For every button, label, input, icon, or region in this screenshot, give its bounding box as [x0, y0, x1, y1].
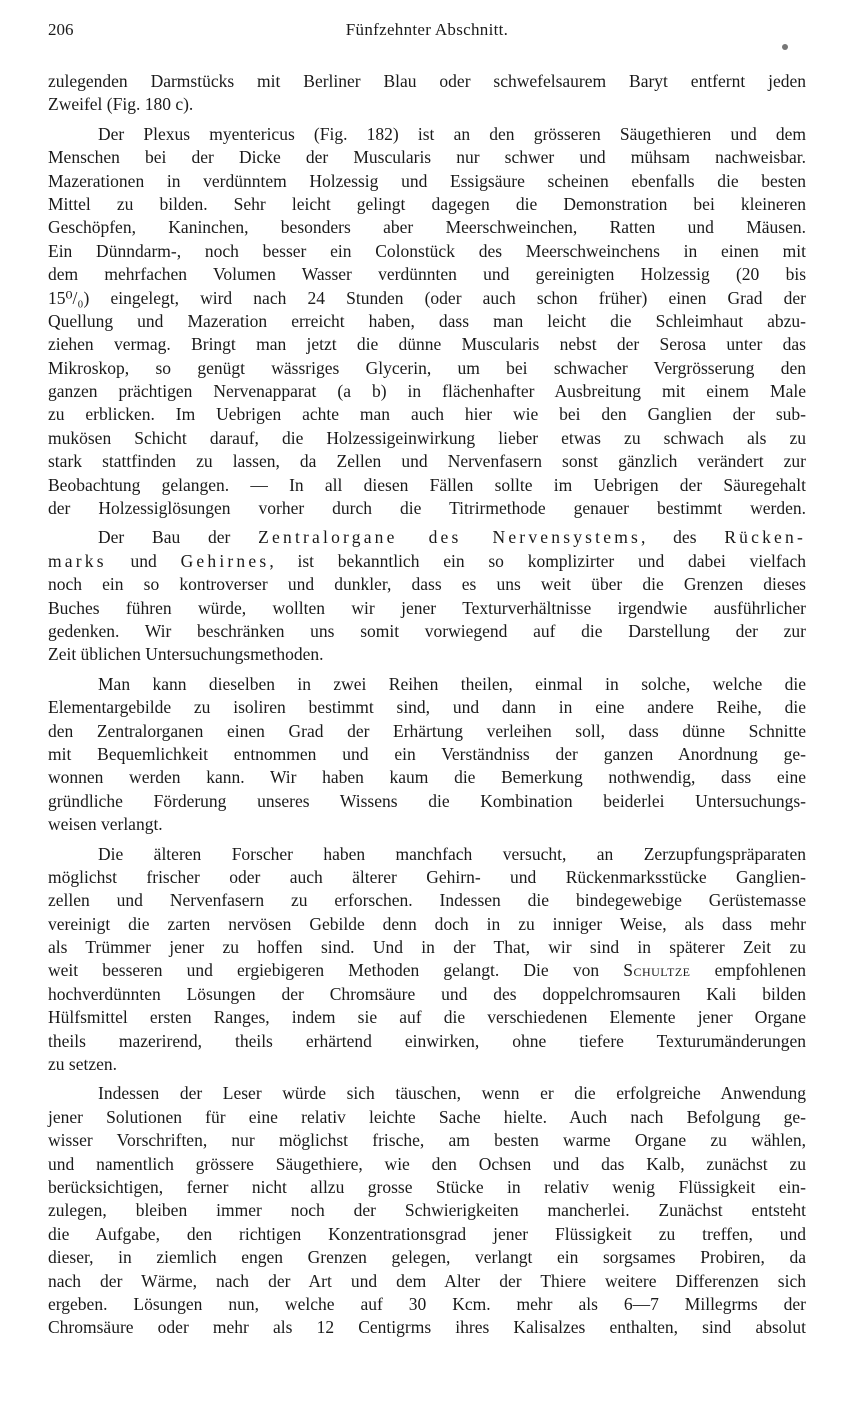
- text-line: Ein Dünndarm-, noch besser ein Colonstück des Meerschweinchens in einen mit: [48, 240, 806, 261]
- text-line: zellen und Nervenfasern zu erforschen. Indessen die bindegewebige Gerüstemasse: [48, 890, 806, 911]
- text-line: Mittel zu bilden. Sehr leicht gelingt dagegen die Demonstration bei kleineren: [48, 193, 806, 214]
- body-text: [48, 70, 806, 1346]
- text-line: Buches führen würde, wollten wir jener Texturverhältnisse irgendwie ausführlicher: [48, 597, 806, 618]
- page-header: [48, 20, 806, 46]
- text-line: Zeit üblichen Untersuchungsmethoden.: [48, 644, 324, 665]
- text-line: Der Plexus myentericus (Fig. 182) ist an den grösseren Säugethieren und dem: [98, 123, 806, 144]
- text-line: weisen verlangt.: [48, 814, 163, 835]
- paragraph: [48, 843, 806, 1077]
- text-line: zu erblicken. Im Uebrigen achte man auch hier wie bei den Ganglien der sub-: [48, 404, 806, 425]
- text-line: Mikroskop, so genügt wässriges Glycerin, um bei schwacher Vergrösserung den: [48, 357, 806, 378]
- text-line: gründliche Förderung unseres Wissens die Kombination beiderlei Untersuchungs-: [48, 790, 806, 811]
- text-line: und namentlich grössere Säugethiere, wie den Ochsen und das Kalb, zunächst zu: [48, 1153, 806, 1174]
- text-line: ziehen vermag. Bringt man jetzt die dünne Muscularis nebst der Serosa unter das: [48, 334, 806, 355]
- text-line: vereinigt die zarten nervösen Gebilde denn doch in zu inniger Weise, als dass mehr: [48, 913, 806, 934]
- text-line: zu setzen.: [48, 1054, 117, 1075]
- text-line: theils mazerirend, theils erhärtend einwirken, ohne tiefere Texturumänderungen: [48, 1030, 806, 1051]
- text-line: zulegenden Darmstücks mit Berliner Blau oder schwefelsaurem Baryt entfernt jeden: [48, 71, 806, 91]
- text-line: nach der Wärme, nach der Art und dem Alter der Thiere weitere Differenzen sich: [48, 1270, 806, 1291]
- paragraph: [48, 123, 806, 521]
- text-line: berücksichtigen, ferner nicht allzu grosse Stücke in relativ wenig Flüssigkeit ein-: [48, 1176, 806, 1197]
- text-line: als Trümmer jener zu hoffen sind. Und in der That, wir sind in späterer Zeit zu: [48, 937, 806, 958]
- text-line: Geschöpfen, Kaninchen, besonders aber Meerschweinchen, Ratten und Mäusen.: [48, 217, 806, 238]
- text-line: mukösen Schicht darauf, die Holzessigeinwirkung lieber etwas zu schwach als zu: [48, 427, 806, 448]
- author-name: Schultze: [623, 960, 691, 981]
- paragraph: [48, 526, 806, 666]
- text-line: Elementargebilde zu isoliren bestimmt sind, und dann in eine andere Reihe, die: [48, 697, 806, 718]
- text-line: wonnen werden kann. Wir haben kaum die Bemerkung nothwendig, dass eine: [48, 767, 806, 788]
- text-line: dem mehrfachen Volumen Wasser verdünnten und gereinigten Holzessig (20 bis: [48, 264, 806, 285]
- text-line: [48, 550, 806, 573]
- text-line: die Aufgabe, den richtigen Konzentrationsgrad jener Flüssigkeit zu treffen, und: [48, 1223, 806, 1244]
- text-line: stark stattfinden zu lassen, da Zellen und Nervenfasern sonst gänzlich verändert zur: [48, 451, 806, 472]
- text-line: Hülfsmittel ersten Ranges, indem sie auf die verschiedenen Elemente jener Organe: [48, 1007, 806, 1028]
- emphasized-text: marks: [48, 550, 107, 571]
- text-line: zulegen, bleiben immer noch der Schwierigkeiten mancherlei. Zunächst entsteht: [48, 1200, 806, 1221]
- running-title: Fünfzehnter Abschnitt.: [345, 20, 509, 39]
- text-line: hochverdünnten Lösungen der Chromsäure und des doppelchromsauren Kali bilden: [48, 983, 806, 1004]
- emphasized-text: Rücken-: [724, 527, 806, 548]
- paragraph: [48, 70, 806, 117]
- text-line: [48, 959, 806, 982]
- text-segment: weit besseren und ergiebigeren Methoden gelangt. Die von: [48, 960, 624, 981]
- text-line: dieser, in ziemlich engen Grenzen gelegen, verlangt ein sorgsames Probiren, da: [48, 1247, 806, 1268]
- text-line: Die älteren Forscher haben manchfach versucht, an Zerzupfungspräparaten: [98, 843, 806, 864]
- text-segment: empfohlenen: [690, 960, 807, 981]
- text-line: mit Bequemlichkeit entnommen und ein Verständniss der ganzen Anordnung ge-: [48, 743, 806, 764]
- text-line: noch ein so kontroverser und dunkler, dass es uns weit über die Grenzen dieses: [48, 574, 806, 595]
- text-segment: und: [106, 550, 181, 571]
- text-line: möglichst frischer oder auch älterer Gehirn- und Rückenmarksstücke Ganglien-: [48, 866, 806, 887]
- ink-spot: [782, 44, 788, 50]
- paragraph: [48, 1082, 806, 1339]
- text-segment: Der Bau der: [98, 527, 259, 548]
- text-line: Zweifel (Fig. 180 c).: [48, 94, 194, 115]
- paragraph: [48, 673, 806, 837]
- text-line: jener Solutionen für eine relativ leichte Sache hielte. Auch nach Befolgung ge-: [48, 1106, 806, 1127]
- text-line: Menschen bei der Dicke der Muscularis nur schwer und mühsam nachweisbar.: [48, 147, 806, 168]
- text-segment: , ist bekanntlich ein so komplizirter und dabei vielfach: [269, 550, 806, 571]
- text-line: Mazerationen in verdünntem Holzessig und Essigsäure scheinen ebenfalls die besten: [48, 170, 806, 191]
- text-line: [48, 526, 806, 549]
- text-line: Man kann dieselben in zwei Reihen theilen, einmal in solche, welche die: [98, 673, 806, 694]
- text-line: der Holzessiglösungen vorher durch die Titrirmethode genauer bestimmt werden.: [48, 498, 806, 519]
- emphasized-text: Zentralorgane des Nervensystems: [258, 527, 642, 548]
- text-line: gedenken. Wir beschränken uns somit vorwiegend auf die Darstellung der zur: [48, 620, 806, 641]
- text-line: Indessen der Leser würde sich täuschen, wenn er die erfolgreiche Anwendung: [98, 1083, 806, 1104]
- text-line: den Zentralorganen einen Grad der Erhärtung verleihen soll, dass dünne Schnitte: [48, 720, 806, 741]
- text-line: Chromsäure oder mehr als 12 Centigrms ihres Kalisalzes enthalten, sind absolut: [48, 1317, 806, 1338]
- text-segment: , des: [641, 527, 725, 548]
- text-line: ganzen prächtigen Nervenapparat (a b) in flächenhafter Ausbreitung mit einem Male: [48, 381, 806, 402]
- text-line: Quellung und Mazeration erreicht haben, dass man leicht die Schleimhaut abzu-: [48, 310, 806, 331]
- text-line: ergeben. Lösungen nun, welche auf 30 Kcm. mehr als 6—7 Millegrms der: [48, 1293, 806, 1314]
- text-line: Beobachtung gelangen. — In all diesen Fällen sollte im Uebrigen der Säuregehalt: [48, 474, 806, 495]
- emphasized-text: Gehirnes: [180, 550, 270, 571]
- page-number: 206: [48, 20, 74, 39]
- text-line: wisser Vorschriften, nur möglichst frische, am besten warme Organe zu wählen,: [48, 1130, 806, 1151]
- text-line: 15⁰/₀) eingelegt, wird nach 24 Stunden (oder auch schon früher) einen Grad der: [48, 287, 806, 308]
